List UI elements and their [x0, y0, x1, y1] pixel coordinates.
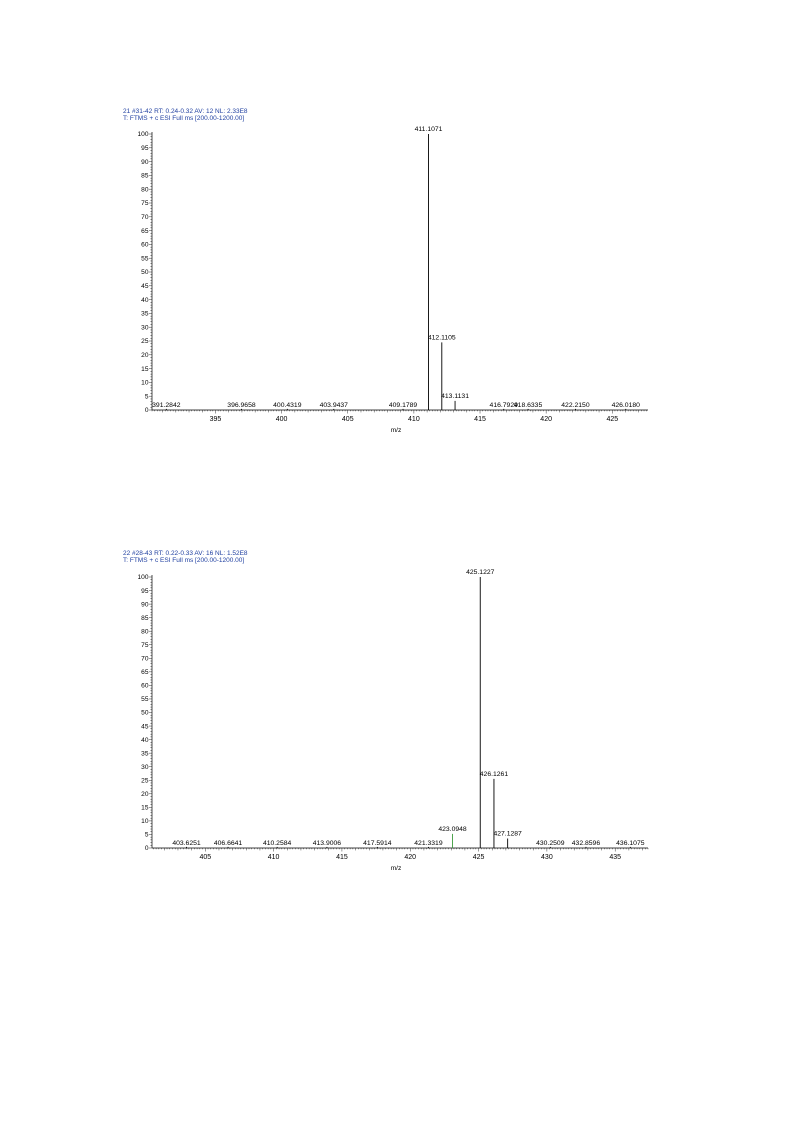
x-tick-label: 415: [474, 416, 486, 423]
y-tick-label: 65: [141, 669, 149, 677]
peak-label: 410.2584: [262, 840, 292, 847]
y-tick-label: 50: [141, 709, 149, 717]
y-tick-label: 75: [141, 200, 149, 208]
peak-label: 411.1071: [414, 126, 443, 133]
y-tick-label: 100: [137, 574, 149, 582]
peak-label: 391.2842: [152, 402, 181, 409]
peak-label: 416.7929: [489, 402, 518, 409]
peak-label: 413.9006: [312, 840, 342, 847]
x-tick-label: 400: [275, 416, 288, 423]
y-tick-label: 35: [141, 310, 149, 318]
y-tick-label: 0: [144, 845, 149, 853]
x-tick-label: 410: [267, 854, 280, 861]
y-tick-label: 60: [141, 241, 149, 249]
y-tick-label: 85: [141, 614, 149, 622]
peak-label: 396.9658: [227, 402, 256, 409]
peak-label: 427.1287: [493, 830, 522, 838]
x-tick-label: 405: [199, 854, 212, 861]
y-tick-label: 30: [141, 324, 149, 332]
peak-label: 403.6251: [172, 840, 201, 847]
peak-label: 406.6641: [213, 840, 243, 847]
y-tick-label: 40: [141, 736, 149, 744]
peak-label: 403.9437: [319, 402, 348, 409]
y-tick-label: 60: [141, 682, 149, 690]
spectrum-1-plot: [0, 105, 793, 465]
peak-label: 426.0180: [611, 402, 640, 409]
y-tick-label: 35: [141, 750, 149, 758]
x-tick-label: 420: [404, 854, 417, 861]
y-tick-label: 80: [141, 186, 149, 194]
y-tick-label: 25: [141, 338, 149, 346]
spectrum-1-header-line1: 21 #31-42 RT: 0.24-0.32 AV: 12 NL: 2.33E8: [123, 108, 248, 115]
y-tick-label: 70: [141, 655, 149, 663]
peak-label: 418.6335: [513, 402, 543, 409]
peak-label: 409.1789: [388, 402, 418, 409]
peak-label: 413.1131: [441, 392, 469, 400]
x-tick-label: 415: [336, 854, 348, 861]
y-tick-label: 65: [141, 227, 149, 235]
y-tick-label: 15: [141, 365, 149, 373]
y-tick-label: 80: [141, 628, 149, 636]
y-tick-label: 0: [144, 407, 149, 415]
y-tick-label: 90: [141, 601, 149, 609]
y-tick-label: 95: [141, 145, 149, 152]
x-tick-label: 405: [341, 416, 354, 423]
spectrum-1-header-line2: T: FTMS + c ESI Full ms [200.00-1200.00]: [123, 115, 245, 122]
y-tick-label: 95: [141, 587, 149, 595]
peak-label: 412.1105: [427, 334, 456, 342]
spectrum-2: [0, 547, 793, 907]
y-tick-label: 25: [141, 777, 149, 785]
x-tick-label: 395: [209, 416, 222, 423]
x-tick-label: 420: [540, 416, 552, 423]
y-tick-label: 20: [141, 791, 149, 798]
peak-label: 422.2150: [561, 402, 590, 409]
y-tick-label: 20: [141, 352, 149, 359]
y-tick-label: 5: [144, 393, 149, 401]
y-tick-label: 50: [141, 269, 149, 277]
x-tick-label: 425: [606, 416, 619, 423]
y-tick-label: 45: [141, 723, 149, 731]
y-tick-label: 10: [141, 379, 149, 387]
peak-label: 421.3319: [414, 840, 443, 847]
spectrum-1: [0, 105, 793, 465]
spectrum-2-plot: [0, 547, 793, 907]
y-tick-label: 55: [141, 696, 149, 704]
y-tick-label: 100: [137, 131, 149, 139]
peak-label: 426.1261: [479, 770, 509, 778]
y-tick-label: 15: [141, 804, 149, 812]
peak-label: 425.1227: [466, 569, 495, 576]
y-tick-label: 45: [141, 283, 149, 290]
x-tick-label: 425: [472, 854, 485, 861]
y-tick-label: 85: [141, 172, 149, 180]
y-tick-label: 70: [141, 214, 149, 221]
peak-label: 400.4319: [273, 402, 302, 409]
x-tick-label: 410: [408, 416, 420, 423]
peak-label: 417.5914: [363, 840, 392, 847]
y-tick-label: 40: [141, 296, 149, 304]
x-tick-label: 435: [609, 854, 622, 861]
spectrum-2-header-line2: T: FTMS + c ESI Full ms [200.00-1200.00]: [123, 557, 245, 564]
peak-label: 430.2509: [536, 840, 565, 847]
y-tick-label: 10: [141, 818, 149, 826]
peak-label: 436.1075: [616, 840, 645, 847]
peak-label: 432.8596: [571, 840, 601, 847]
spectrum-2-header-line1: 22 #28-43 RT: 0.22-0.33 AV: 16 NL: 1.52E8: [123, 550, 248, 557]
y-tick-label: 30: [141, 763, 149, 771]
y-tick-label: 55: [141, 255, 149, 263]
peak-label: 423.0948: [438, 825, 467, 833]
x-tick-label: 430: [541, 854, 553, 861]
y-tick-label: 75: [141, 641, 149, 649]
x-axis-label: m/z: [390, 427, 402, 434]
x-axis-label: m/z: [390, 865, 402, 872]
y-tick-label: 5: [144, 831, 149, 839]
y-tick-label: 90: [141, 158, 149, 166]
